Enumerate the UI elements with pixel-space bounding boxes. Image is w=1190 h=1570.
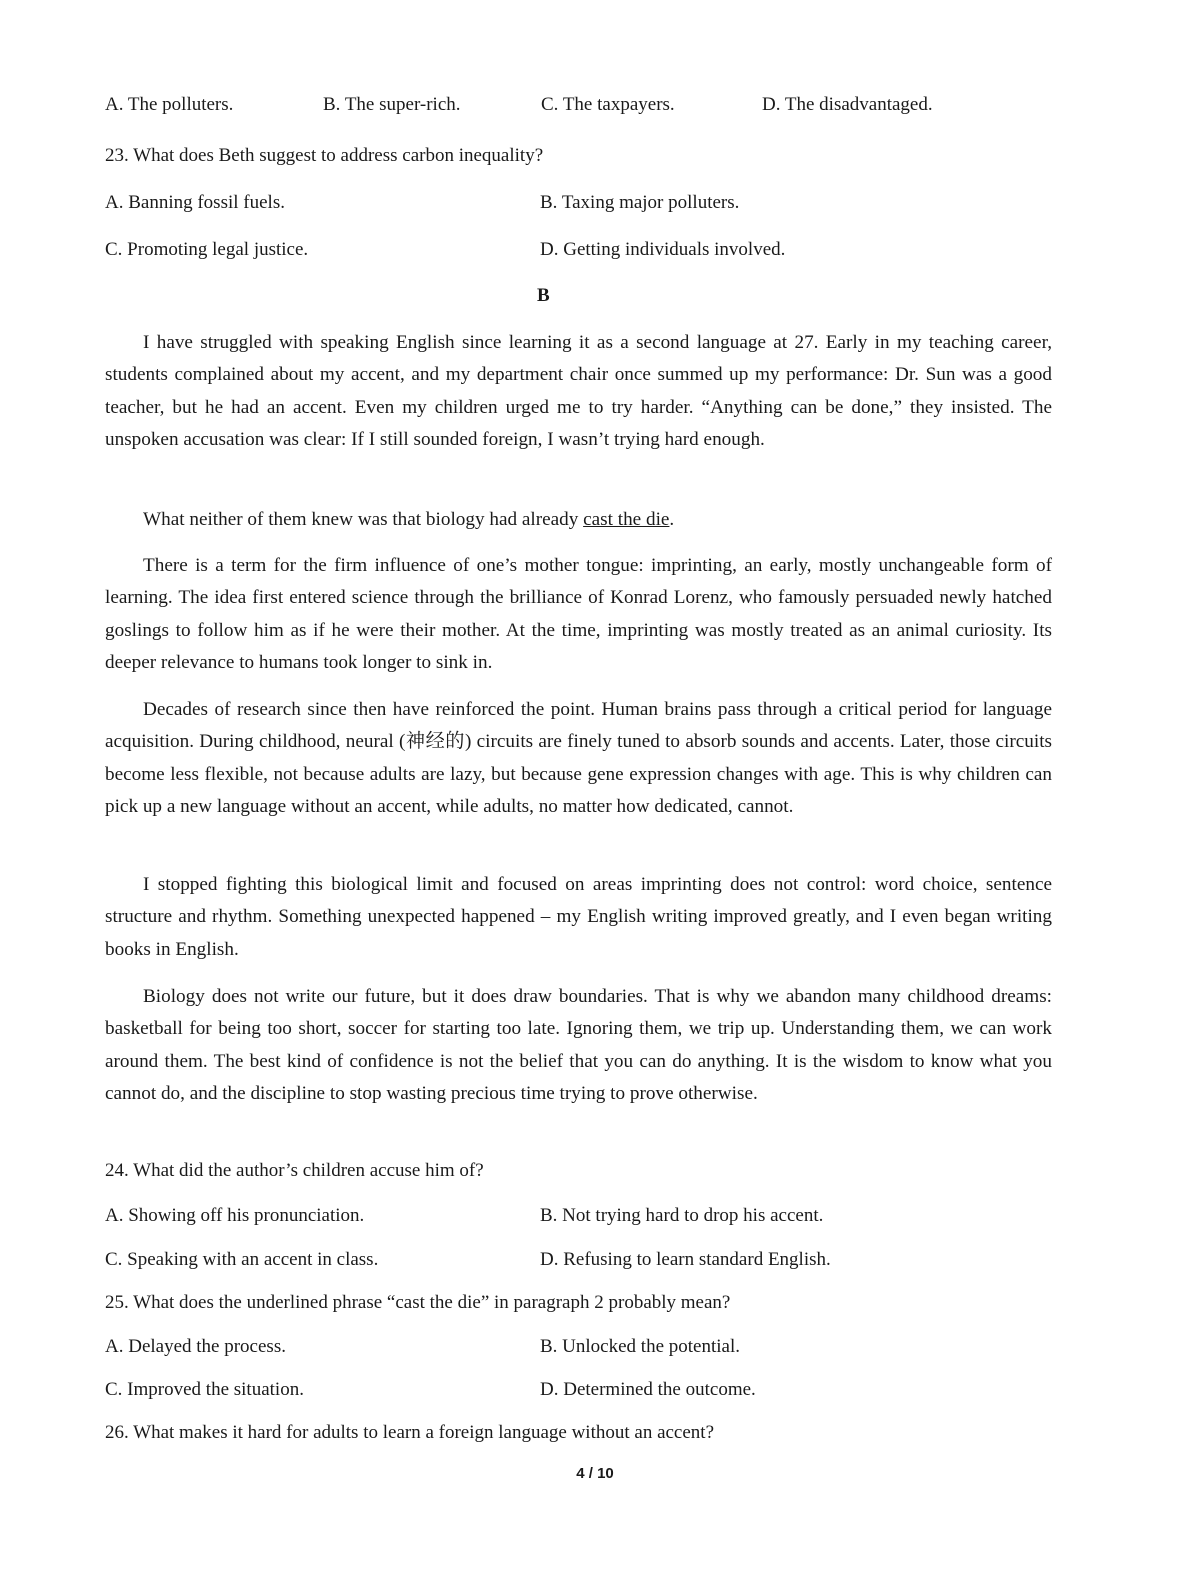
q24-option-c: C. Speaking with an accent in class.	[105, 1249, 379, 1270]
q25-option-b: B. Unlocked the potential.	[540, 1336, 740, 1357]
underlined-phrase: cast the die	[583, 509, 670, 530]
passage-paragraph-3: There is a term for the firm influence of one’s mother tongue: imprinting, an early, mostly unchangeable form of learning. The idea first entered science through the brilliance of Konrad Lorenz, who famously persuaded newly hatched goslings to follow him as if he were their mother. At the time, imprinting was mostly treated as an animal curiosity. Its deeper relevance to humans took longer to sink in.	[105, 555, 1052, 673]
q22-option-b: B. The super-rich.	[323, 94, 461, 115]
section-heading: B	[537, 285, 550, 306]
passage-paragraph-1: I have struggled with speaking English since learning it as a second language at 27. Early in my teaching career, students complained about my accent, and my department chair once summed up my performance: Dr. Sun was a good teacher, but he had an accent. Even my children urged me to try harder. “Anything can be done,” they insisted. The unspoken accusation was clear: If I still sounded foreign, I wasn’t trying hard enough.	[105, 332, 1052, 450]
q23-option-b: B. Taxing major polluters.	[540, 192, 740, 213]
q25-option-d: D. Determined the outcome.	[540, 1379, 756, 1400]
q23-option-a: A. Banning fossil fuels.	[105, 192, 285, 213]
passage-paragraph-4: Decades of research since then have reinforced the point. Human brains pass through a critical period for language acquisition. During childhood, neural (神经的) circuits are finely tuned to absorb sounds and accents. Later, those circuits become less flexible, not because adults are lazy, but because gene expression changes with age. This is why children can pick up a new language without an accent, while adults, no matter how dedicated, cannot.	[105, 699, 1052, 817]
q24-option-d: D. Refusing to learn standard English.	[540, 1249, 831, 1270]
q23-option-c: C. Promoting legal justice.	[105, 239, 309, 260]
passage-paragraph-6: Biology does not write our future, but it does draw boundaries. That is why we abandon many childhood dreams: basketball for being too short, soccer for starting too late. Ignoring them, we trip up. Understanding them, we can work around them. The best kind of confidence is not the belief that you can do anything. It is the wisdom to know what you cannot do, and the discipline to stop wasting precious time trying to prove otherwise.	[105, 986, 1052, 1104]
paragraph-2-end: .	[669, 509, 675, 530]
q22-option-a: A. The polluters.	[105, 94, 234, 115]
q25-option-c: C. Improved the situation.	[105, 1379, 304, 1400]
q24-option-b: B. Not trying hard to drop his accent.	[540, 1205, 824, 1226]
page-number: 4 / 10	[576, 1465, 614, 1482]
paragraph-2-text: What neither of them knew was that biology had already	[143, 509, 584, 530]
q25-option-a: A. Delayed the process.	[105, 1336, 286, 1357]
q24-option-a: A. Showing off his pronunciation.	[105, 1205, 365, 1226]
q26-stem: 26. What makes it hard for adults to learn a foreign language without an accent?	[105, 1422, 715, 1443]
q23-stem: 23. What does Beth suggest to address carbon inequality?	[105, 145, 544, 166]
q22-options	[105, 94, 1005, 124]
q22-option-d: D. The disadvantaged.	[762, 94, 933, 115]
passage-paragraph-5: I stopped fighting this biological limit and focused on areas imprinting does not control: word choice, sentence structure and rhythm. Something unexpected happened – my English writing improved greatly, and I even began writing books in English.	[105, 874, 1052, 960]
q22-option-c: C. The taxpayers.	[541, 94, 675, 115]
passage-paragraph-2	[105, 504, 1052, 536]
q23-option-d: D. Getting individuals involved.	[540, 239, 786, 260]
q24-stem: 24. What did the author’s children accuse him of?	[105, 1160, 484, 1181]
q25-stem: 25. What does the underlined phrase “cast the die” in paragraph 2 probably mean?	[105, 1292, 731, 1313]
